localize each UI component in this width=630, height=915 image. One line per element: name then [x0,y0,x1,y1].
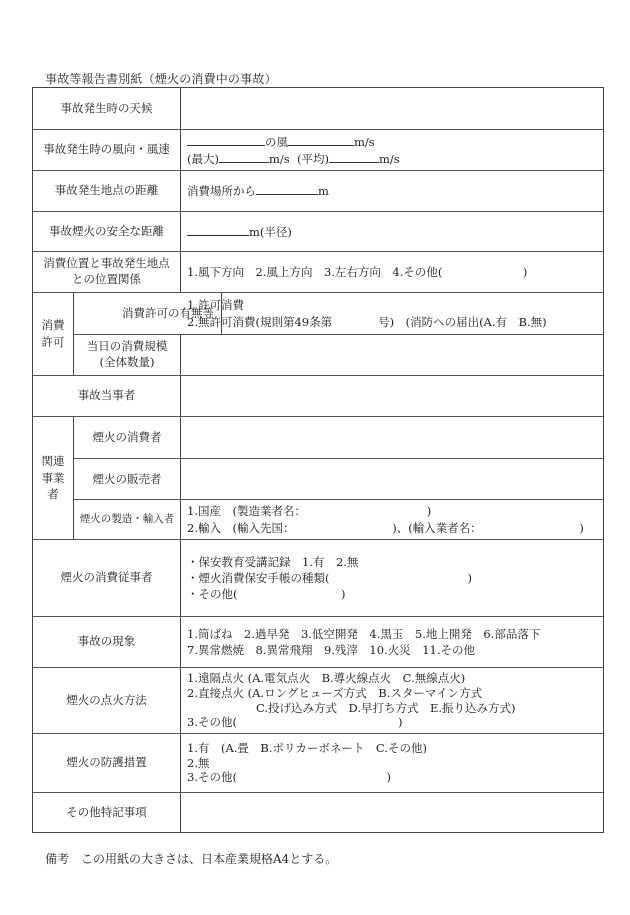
row-weather [33,88,603,129]
wind-max-blank[interactable] [219,150,269,163]
wind-avg-label: (平均) [296,152,329,166]
related-group-line3: 者 [47,487,59,502]
permit-status-field[interactable] [181,293,603,334]
row-other [33,792,603,832]
maker-field[interactable] [181,500,603,539]
position-options[interactable] [181,252,603,292]
worker-line2: ・煙火消費保安手帳の種類( ) [187,570,472,585]
permit-group [33,292,603,375]
row-wind [33,129,603,170]
ignition-line1: 1.遠隔点火 (A.電気点火 B.導火線点火 C.無線点火) [187,670,466,685]
permit-group-line2: 許可 [41,335,65,349]
safe-distance-unit: m(半径) [249,224,292,239]
row-consumer [74,417,603,458]
safe-distance-blank[interactable] [187,223,249,236]
related-group-line1: 関連 [41,453,65,468]
safe-distance-field[interactable] [181,212,603,251]
row-party [33,375,603,416]
wind-max-label: (最大) [187,152,219,166]
other-field[interactable] [181,793,603,832]
ignition-options[interactable] [181,668,603,733]
ignition-line3: C.投げ込み方式 D.早打ち方式 E.振り込み方式) [187,700,516,715]
position-label-line1: 消費位置と事故発生地点 [43,256,170,271]
permit-status-line2: 2.無許可消費(規則第49条第 号) (消防への届出(A.有 B.無) [187,314,547,329]
protection-line1: 1.有 (A.畳 B.ポリカーボネート C.その他) [187,740,427,755]
protection-options[interactable] [181,734,603,792]
wind-avg-blank[interactable] [329,150,379,163]
safe-distance-label: 事故煙火の安全な距離 [33,212,181,251]
weather-label: 事故発生時の天候 [33,88,181,129]
row-permit-status [74,293,603,334]
worker-field[interactable] [181,540,603,616]
party-label: 事故当事者 [33,376,181,416]
row-ignition [33,667,603,733]
phenomenon-line2: 7.異常燃焼 8.異常飛翔 9.残滓 10.火災 11.その他 [187,643,475,657]
seller-field[interactable] [181,459,603,500]
seller-label: 煙火の販売者 [74,459,181,500]
distance-blank[interactable] [256,182,318,195]
remark-note: 備考 この用紙の大きさは、日本産業規格A4とする。 [45,852,338,866]
phenomenon-options[interactable] [181,617,603,667]
wind-speed-blank[interactable] [288,133,354,146]
row-position [33,251,603,292]
ignition-line4: 3.その他( ) [187,715,403,730]
row-seller [74,458,603,500]
distance-field[interactable] [181,171,603,211]
row-safe-distance [33,211,603,251]
position-label-line2: との位置関係 [72,272,141,286]
phenomenon-label: 事故の現象 [33,617,181,667]
distance-unit: m [318,184,329,199]
row-permit-scale [74,334,603,375]
related-group-line2: 事業 [41,470,65,485]
distance-label: 事故発生地点の距離 [33,171,181,211]
worker-label: 煙火の消費従事者 [33,540,181,616]
related-group-label [33,417,74,539]
worker-line1: ・保安教育受講記録 1.有 2.無 [187,554,359,569]
permit-scale-label-line1: 当日の消費規模 [86,339,168,354]
wind-avg-unit: m/s [378,152,400,166]
permit-scale-label-line2: (全体数量) [99,355,155,369]
permit-group-label [33,293,74,375]
row-phenomenon [33,616,603,667]
protection-label: 煙火の防護措置 [33,734,181,792]
permit-status-label: 消費許可の有無等 [115,293,222,334]
maker-label: 煙火の製造・輸入者 [74,500,181,539]
wind-speed-unit: m/s [354,134,375,149]
report-table [32,87,604,833]
worker-line3: ・その他( ) [187,587,346,602]
wind-direction-blank[interactable] [187,133,265,146]
consumer-label: 煙火の消費者 [74,417,181,458]
maker-line2: 2.輸入 (輸入先国： )、(輸入業者名： ) [187,520,584,535]
row-worker [33,539,603,616]
weather-field[interactable] [181,88,603,129]
protection-line2: 2.無 [187,755,210,770]
ignition-label: 煙火の点火方法 [33,668,181,733]
row-distance [33,170,603,211]
related-group [33,416,603,539]
position-label [33,252,181,292]
row-maker [74,499,603,539]
wind-label: 事故発生時の風向・風速 [33,130,181,170]
wind-field[interactable] [181,130,603,170]
ignition-line2: 2.直接点火 (A.ロングヒューズ方式 B.スターマイン方式 [187,685,483,700]
wind-max-unit: m/s [268,152,290,166]
phenomenon-line1: 1.筒ばね 2.過早発 3.低空開発 4.黒玉 5.地上開発 6.部品落下 [187,626,541,641]
permit-scale-label [74,335,181,375]
row-protection [33,733,603,792]
form-title: 事故等報告書別紙（煙火の消費中の事故） [45,72,277,86]
permit-scale-field[interactable] [181,335,603,375]
distance-prefix: 消費場所から [187,184,256,199]
permit-group-line1: 消費 [41,318,65,333]
other-label: その他特記事項 [33,793,181,832]
permit-status-line1: 1.許可消費 [187,298,244,313]
maker-line1: 1.国産 (製造業者名： ) [187,504,432,519]
wind-direction-text: の風 [265,134,288,149]
party-field[interactable] [181,376,603,416]
consumer-field[interactable] [181,417,603,458]
protection-line3: 3.その他( ) [187,770,391,785]
position-options-text: 1.風下方向 2.風上方向 3.左右方向 4.その他( ) [187,264,528,279]
